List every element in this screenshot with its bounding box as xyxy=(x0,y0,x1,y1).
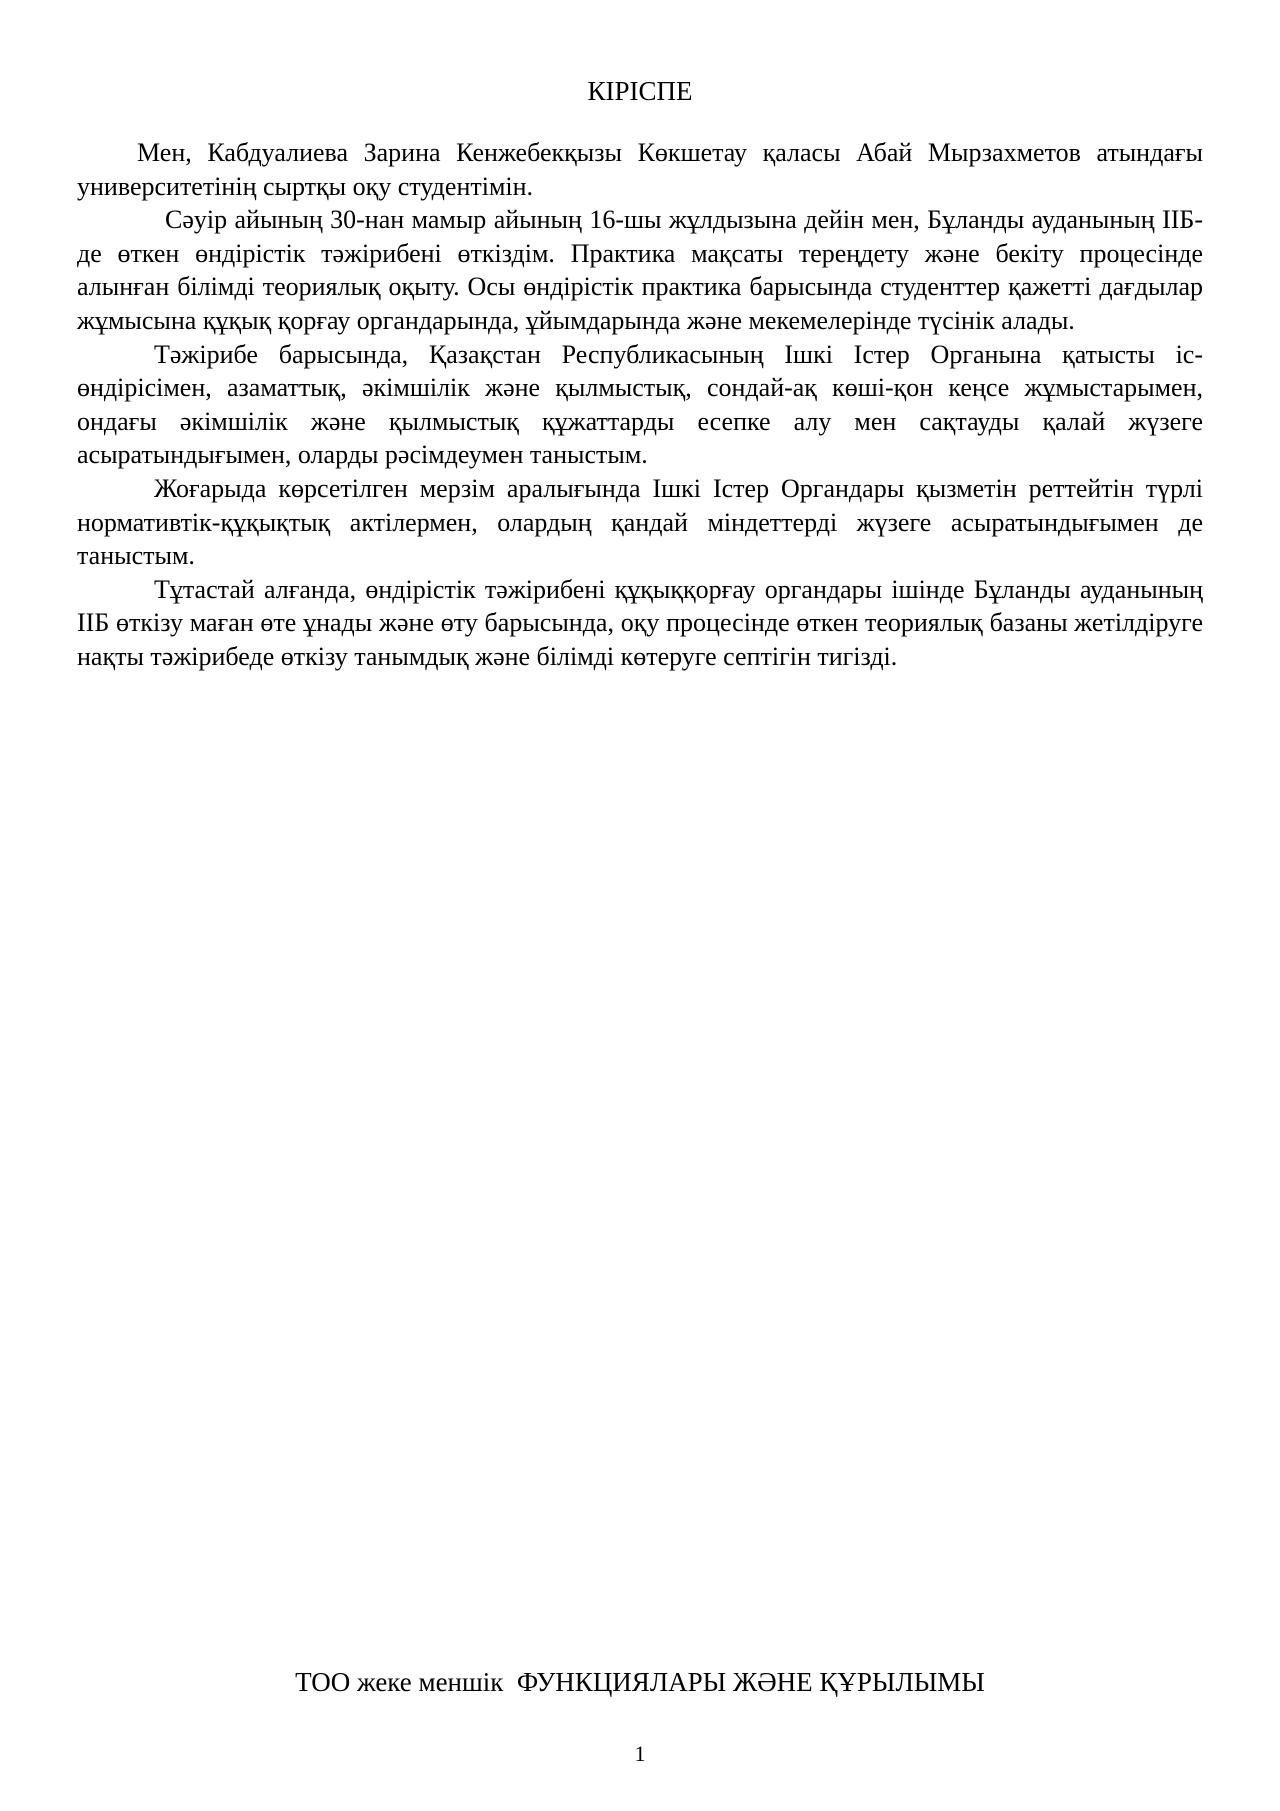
paragraph-intro: Мен, Кабдуалиева Зарина Кенжебекқызы Көкшетау қаласы Абай Мырзахметов атындағы университетінің сыртқы оқу студентімін. xyxy=(77,138,1203,201)
paragraph-practice-period: Сәуір айының 30-нан мамыр айының 16-шы жұлдызына дейін мен, Бұланды ауданының ІІБ-де өткен өндірістік тәжірибені өткіздім. Практика мақсаты тереңдету және бекіту процесінде алынған білімді теориялық оқыту. Осы өндірістік практика барысында студенттер қажетті дағдылар жұмысына құқық қорғау органдарында, ұйымдарында және мекемелерінде түсінік алады. xyxy=(77,205,1203,335)
paragraph-regulations: Жоғарыда көрсетілген мерзім аралығында Ішкі Істер Органдары қызметін реттейтін түрлі нормативтік-құқықтық актілермен, олардың қандай міндеттерді жүзеге асыратындығымен де таныстым. xyxy=(77,473,1203,571)
page-title: КІРІСПЕ xyxy=(587,76,693,106)
body-text xyxy=(77,136,1203,674)
paragraph-experience: Тәжірибе барысында, Қазақстан Республикасының Ішкі Істер Органына қатысты іс-өндірісімен, азаматтық, әкімшілік және қылмыстық, сондай-ақ көші-қон кеңсе жұмыстарымен, ондағы әкімшілік және қылмыстық құжаттарды есепке алу мен сақтауды қалай жүзеге асыратындығымен, оларды рәсімдеумен таныстым. xyxy=(77,339,1203,470)
page-number: 1 xyxy=(634,1741,646,1766)
paragraph-conclusion: Тұтастай алғанда, өндірістік тәжірибені құқыққорғау органдары ішінде Бұланды ауданының ІІБ өткізу маған өте ұнады және өту барысында, оқу процесінде өткен теориялық базаны жетілдіруге нақты тәжірибеде өткізу танымдық және білімді көтеруге септігін тигізді. xyxy=(77,574,1203,671)
section-title: ТОО жеке меншік ФУНКЦИЯЛАРЫ ЖӘНЕ ҚҰРЫЛЫМЫ xyxy=(295,1667,985,1697)
